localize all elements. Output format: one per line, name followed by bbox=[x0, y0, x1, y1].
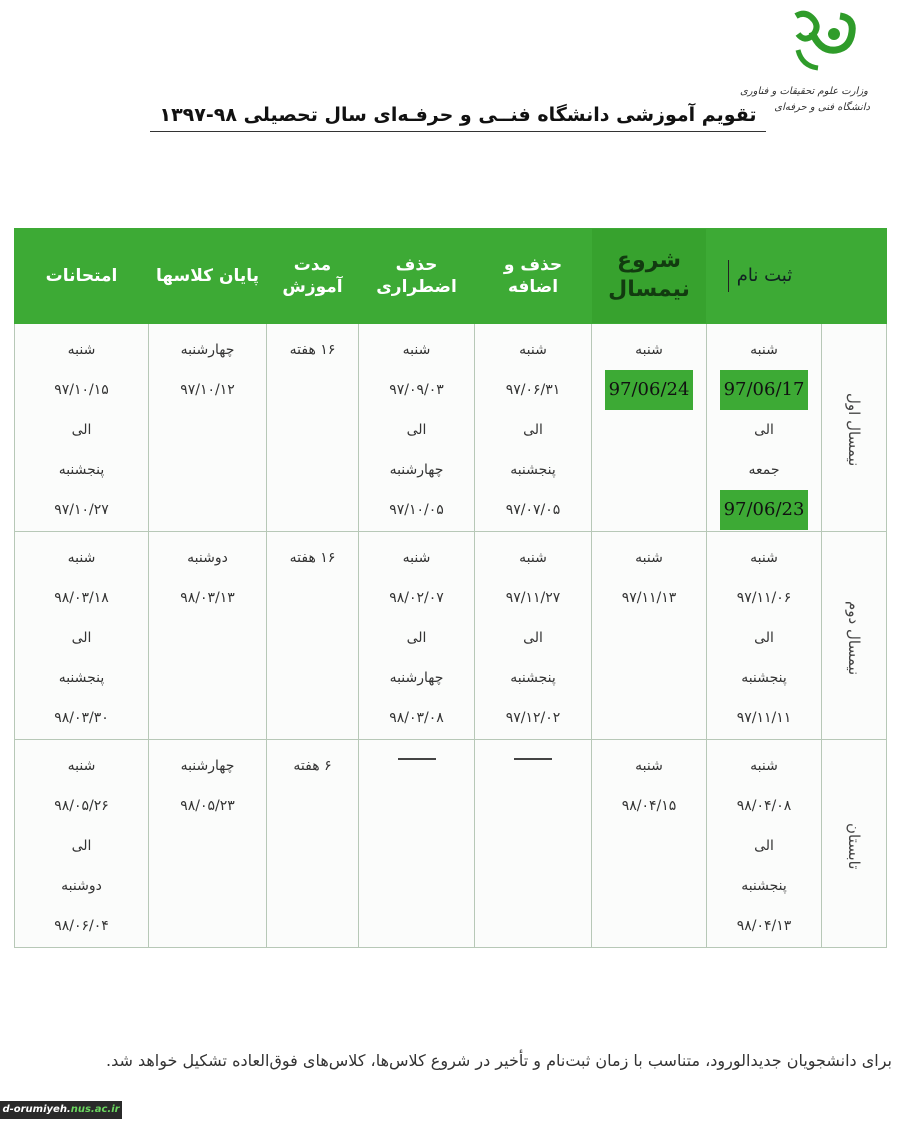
registration-cell: شنبه ۹۷/۱۱/۰۶ الی پنجشنبه ۹۷/۱۱/۱۱ bbox=[707, 532, 822, 740]
col-header-classes-end: پایان کلاسها bbox=[149, 229, 267, 324]
emergency-drop-cell bbox=[359, 740, 475, 948]
exams-cell: شنبه ۹۸/۰۳/۱۸ الی پنجشنبه ۹۸/۰۳/۳۰ bbox=[15, 532, 149, 740]
col-header-registration: ثبت نام bbox=[707, 229, 822, 324]
semester-start-cell: شنبه ۹۷/۱۱/۱۳ bbox=[592, 532, 707, 740]
table-row bbox=[15, 740, 887, 948]
source-watermark: d-orumiyeh.nus.ac.ir bbox=[0, 1101, 122, 1119]
col-header-emergency-drop: حذف اضطراری bbox=[359, 229, 475, 324]
footnote: برای دانشجویان جدیدالورود، متناسب با زمان ثبت‌نام و تأخیر در شروع کلاس‌ها، کلاس‌های فوق‌العاده تشکیل خواهد شد. bbox=[105, 1051, 892, 1070]
classes-end-cell: چهارشنبه ۹۷/۱۰/۱۲ bbox=[149, 324, 267, 532]
header-row bbox=[15, 229, 887, 324]
duration-cell: ۶ هفته bbox=[267, 740, 359, 948]
university-name: دانشگاه فنی و حرفه‌ای bbox=[774, 102, 870, 113]
empty-dash bbox=[514, 758, 552, 800]
add-drop-cell bbox=[475, 740, 592, 948]
add-drop-cell: شنبه ۹۷/۰۶/۳۱ الی پنجشنبه ۹۷/۰۷/۰۵ bbox=[475, 324, 592, 532]
page-title: تقویم آموزشی دانشگاه فنــی و حرفـه‌ای سال تحصیلی ۹۸-۱۳۹۷ bbox=[150, 104, 766, 132]
academic-calendar-table bbox=[14, 228, 887, 948]
classes-end-cell: چهارشنبه ۹۸/۰۵/۲۳ bbox=[149, 740, 267, 948]
semester-label: نیمسال دوم bbox=[822, 532, 887, 740]
classes-end-cell: دوشنبه ۹۸/۰۳/۱۳ bbox=[149, 532, 267, 740]
exams-cell: شنبه ۹۸/۰۵/۲۶ الی دوشنبه ۹۸/۰۶/۰۴ bbox=[15, 740, 149, 948]
registration-cell: شنبه 97/06/17 الی جمعه 97/06/23 bbox=[707, 324, 822, 532]
semester-start-cell: شنبه 97/06/24 bbox=[592, 324, 707, 532]
exams-cell: شنبه ۹۷/۱۰/۱۵ الی پنجشنبه ۹۷/۱۰/۲۷ bbox=[15, 324, 149, 532]
logo-emblem-icon bbox=[784, 8, 864, 78]
semester-start-cell: شنبه ۹۸/۰۴/۱۵ bbox=[592, 740, 707, 948]
header-corner bbox=[822, 229, 887, 324]
emergency-drop-cell: شنبه ۹۸/۰۲/۰۷ الی چهارشنبه ۹۸/۰۳/۰۸ bbox=[359, 532, 475, 740]
table-row bbox=[15, 324, 887, 532]
duration-cell: ۱۶ هفته bbox=[267, 324, 359, 532]
table-row bbox=[15, 532, 887, 740]
duration-cell: ۱۶ هفته bbox=[267, 532, 359, 740]
emergency-drop-cell: شنبه ۹۷/۰۹/۰۳ الی چهارشنبه ۹۷/۱۰/۰۵ bbox=[359, 324, 475, 532]
col-header-semester-start: شروع نیمسال bbox=[592, 229, 707, 324]
semester-label: نیمسال اول bbox=[822, 324, 887, 532]
semester-label: تابستان bbox=[822, 740, 887, 948]
col-header-add-drop: حذف و اضافه bbox=[475, 229, 592, 324]
registration-cell: شنبه ۹۸/۰۴/۰۸ الی پنجشنبه ۹۸/۰۴/۱۳ bbox=[707, 740, 822, 948]
col-header-duration: مدت آموزش bbox=[267, 229, 359, 324]
empty-dash bbox=[398, 758, 436, 800]
col-header-exams: امتحانات bbox=[15, 229, 149, 324]
university-logo bbox=[739, 8, 880, 118]
add-drop-cell: شنبه ۹۷/۱۱/۲۷ الی پنجشنبه ۹۷/۱۲/۰۲ bbox=[475, 532, 592, 740]
ministry-name: وزارت علوم تحقیقات و فناوری bbox=[739, 86, 868, 97]
